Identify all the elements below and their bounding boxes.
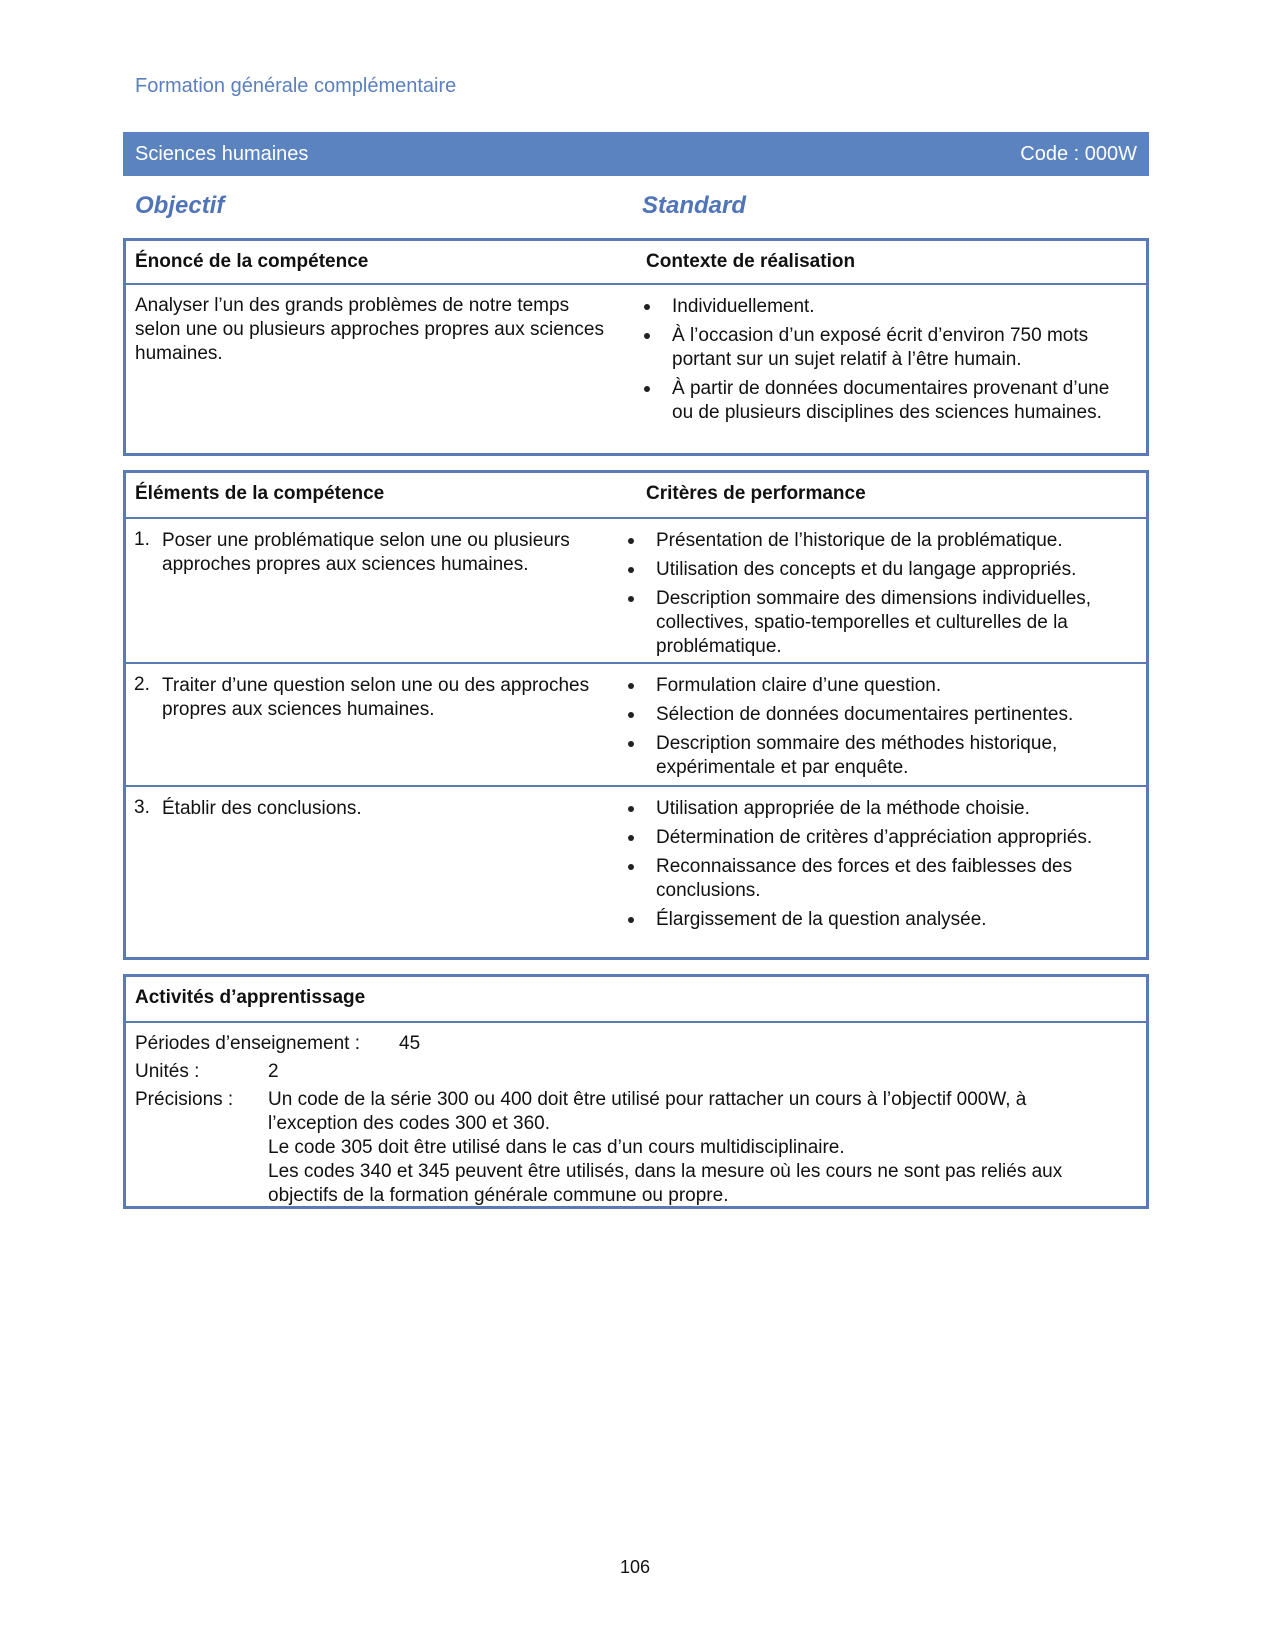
context-heading: Contexte de réalisation	[646, 251, 856, 272]
units-value: 2	[268, 1061, 279, 1082]
list-item: Élargissement de la question analysée.	[626, 908, 1126, 932]
list-item: Reconnaissance des forces et des faiblesses des conclusions.	[626, 855, 1126, 903]
list-item: À partir de données documentaires provenant d’une ou de plusieurs disciplines des sciences humaines.	[642, 377, 1127, 425]
activities-heading: Activités d’apprentissage	[135, 987, 366, 1008]
list-item: Description sommaire des méthodes historique, expérimentale et par enquête.	[626, 732, 1126, 780]
competence-statement: Analyser l’un des grands problèmes de notre temps selon une ou plusieurs approches propres aux sciences humaines.	[135, 295, 604, 364]
precisions-line: objectifs de la formation générale commune ou propre.	[268, 1185, 729, 1206]
competence-header	[126, 241, 1146, 285]
list-item: Sélection de données documentaires pertinentes.	[626, 703, 1126, 727]
precisions-label: Précisions :	[135, 1089, 234, 1110]
elements-box	[123, 470, 1149, 960]
criteria-list	[626, 674, 1126, 785]
page-number: 106	[620, 1557, 651, 1577]
discipline-name: Sciences humaines	[135, 142, 309, 165]
list-item: Présentation de l’historique de la problématique.	[626, 529, 1126, 553]
standard-heading: Standard	[642, 192, 747, 219]
list-item: À l’occasion d’un exposé écrit d’environ 750 mots portant sur un sujet relatif à l’être humain.	[642, 324, 1127, 372]
element-row-1	[126, 519, 1146, 664]
discipline-banner	[123, 132, 1149, 176]
elements-heading: Éléments de la compétence	[135, 483, 385, 504]
criteria-list	[626, 797, 1126, 937]
context-list	[642, 295, 1127, 430]
activities-box	[123, 974, 1149, 1209]
criteria-list	[626, 529, 1126, 664]
precisions-line: Le code 305 doit être utilisé dans le cas d’un cours multidisciplinaire.	[268, 1137, 845, 1158]
objectif-heading: Objectif	[135, 192, 225, 219]
element-number: 1.	[134, 529, 150, 550]
element-number: 3.	[134, 797, 150, 818]
competence-box	[123, 238, 1149, 456]
list-item: Description sommaire des dimensions individuelles, collectives, spatio-temporelles et culturelles de la problématique.	[626, 587, 1126, 659]
precisions-text	[268, 1088, 1148, 1208]
element-text: Établir des conclusions.	[162, 798, 362, 819]
element-text: Poser une problématique selon une ou plusieurs approches propres aux sciences humaines.	[162, 530, 570, 575]
competence-heading: Énoncé de la compétence	[135, 251, 369, 272]
element-row-3	[126, 787, 1146, 957]
list-item: Utilisation appropriée de la méthode choisie.	[626, 797, 1126, 821]
units-label: Unités :	[135, 1061, 200, 1082]
periods-label: Périodes d’enseignement :	[135, 1033, 360, 1054]
list-item: Formulation claire d’une question.	[626, 674, 1126, 698]
list-item: Utilisation des concepts et du langage appropriés.	[626, 558, 1126, 582]
element-number: 2.	[134, 674, 150, 695]
precisions-line: l’exception des codes 300 et 360.	[268, 1113, 551, 1134]
activities-header	[126, 977, 1146, 1023]
precisions-line: Les codes 340 et 345 peuvent être utilisés, dans la mesure où les cours ne sont pas reliés aux	[268, 1161, 1063, 1182]
list-item: Détermination de critères d’appréciation appropriés.	[626, 826, 1126, 850]
elements-header	[126, 473, 1146, 519]
precisions-line: Un code de la série 300 ou 400 doit être utilisé pour rattacher un cours à l’objectif 000W, à	[268, 1089, 1027, 1110]
section-title: Formation générale complémentaire	[135, 75, 457, 97]
periods-value: 45	[399, 1033, 421, 1054]
list-item: Individuellement.	[642, 295, 1127, 319]
element-row-2	[126, 664, 1146, 787]
criteria-heading: Critères de performance	[646, 483, 866, 504]
element-text: Traiter d’une question selon une ou des approches propres aux sciences humaines.	[162, 675, 590, 720]
discipline-code: Code : 000W	[1020, 142, 1137, 165]
